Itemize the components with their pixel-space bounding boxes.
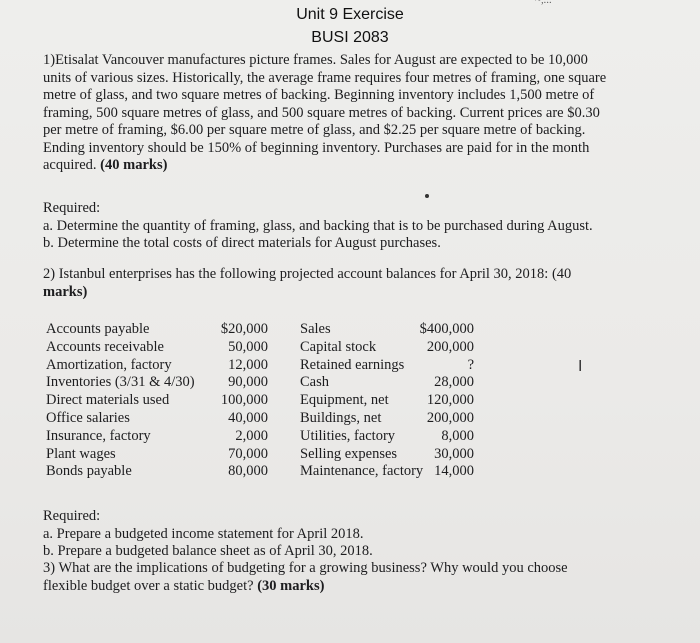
right-account-name: Buildings, net	[300, 409, 382, 426]
q2-line-1: 2) Istanbul enterprises has the following projected account balances for April 30, 2018: (40	[43, 266, 572, 282]
right-account-name: Sales	[300, 321, 331, 337]
left-account-name: Plant wages	[46, 445, 116, 462]
right-account-amount: 200,000	[426, 409, 474, 426]
left-account-names	[46, 321, 195, 481]
right-account-name: Utilities, factory	[300, 427, 396, 444]
q1-line: acquired.	[43, 157, 97, 173]
right-account-name: Capital stock	[300, 338, 377, 355]
left-account-amount: 12,000	[228, 356, 268, 373]
q2-requirement-b: b. Prepare a budgeted balance sheet as of April 30, 2018.	[43, 543, 373, 559]
right-account-amount: 14,000	[434, 463, 474, 480]
q1-requirement-b: b. Determine the total costs of direct materials for August purchases.	[43, 235, 441, 251]
right-account-amount: 30,000	[434, 445, 474, 462]
text-cursor-icon: I	[578, 357, 583, 375]
left-account-amount: 90,000	[228, 374, 268, 391]
page-title: Unit 9 Exercise	[296, 6, 404, 23]
q2-marks: marks)	[43, 283, 88, 300]
left-account-amount: 100,000	[220, 392, 268, 409]
q1-line: 1)Etisalat Vancouver manufactures picture frames. Sales for August are expected to be 10,000	[43, 52, 588, 68]
corner-scribble: ~,...	[535, 0, 552, 6]
q3-marks: (30 marks)	[257, 577, 325, 594]
left-account-name: Direct materials used	[46, 392, 170, 409]
left-account-amount: 70,000	[228, 445, 268, 462]
q3-line-2	[43, 578, 568, 596]
right-account-amount: 8,000	[441, 427, 474, 444]
question-3	[43, 560, 568, 595]
right-account-amounts	[396, 321, 474, 481]
q1-requirements	[43, 200, 593, 253]
q1-line: metre of glass, and two square metres of backing. Beginning inventory includes 1,500 metre of	[43, 87, 595, 103]
q1-line: Ending inventory should be 150% of beginning inventory. Purchases are paid for in the month	[43, 139, 590, 156]
right-account-amount: 28,000	[434, 374, 474, 391]
left-account-name: Amortization, factory	[46, 356, 172, 373]
right-account-name: Maintenance, factory	[300, 463, 424, 480]
q2-required-label: Required:	[43, 508, 101, 524]
q2-requirements	[43, 508, 373, 561]
left-account-amounts	[196, 321, 268, 481]
q1-requirement-a: a. Determine the quantity of framing, glass, and backing that is to be purchased during August.	[43, 217, 593, 234]
left-account-amount: 2,000	[235, 427, 268, 444]
stray-dot	[425, 194, 429, 198]
left-account-amount: 80,000	[228, 463, 268, 480]
q1-line: units of various sizes. Historically, the average frame requires four metres of framing, one square	[43, 69, 607, 86]
right-account-name: Selling expenses	[300, 445, 398, 462]
right-account-name: Cash	[300, 374, 329, 391]
left-account-name: Bonds payable	[46, 463, 132, 480]
q1-marks: (40 marks)	[100, 157, 168, 173]
right-account-name: Equipment, net	[300, 392, 389, 409]
q1-required-label: Required:	[43, 200, 101, 216]
right-account-amount: ?	[467, 356, 474, 373]
q1-line: framing, 500 square metres of glass, and 500 square metres of backing. Current prices are $0.30	[43, 104, 600, 121]
q3-line-1: 3) What are the implications of budgeting for a growing business? Why would you choose	[43, 560, 568, 576]
right-account-name: Retained earnings	[300, 356, 405, 373]
left-account-name: Inventories (3/31 & 4/30)	[46, 374, 195, 391]
q1-line: per metre of framing, $6.00 per square metre of glass, and $2.25 per square metre of backing.	[43, 122, 586, 138]
right-account-amount: 120,000	[426, 392, 474, 409]
left-account-amount: 40,000	[228, 409, 268, 426]
q1-last-line	[43, 157, 663, 175]
left-account-name: Accounts payable	[46, 321, 150, 337]
q2-requirement-a: a. Prepare a budgeted income statement for April 2018.	[43, 525, 364, 542]
question-1	[43, 52, 663, 175]
q3-line-2-text: flexible budget over a static budget?	[43, 577, 254, 594]
right-account-amount: $400,000	[419, 321, 474, 337]
question-2-intro	[43, 266, 571, 301]
course-code: BUSI 2083	[311, 29, 389, 46]
left-account-amount: 50,000	[228, 338, 268, 355]
left-account-name: Office salaries	[46, 409, 130, 426]
left-account-name: Insurance, factory	[46, 427, 151, 444]
left-account-amount: $20,000	[220, 321, 268, 337]
left-account-name: Accounts receivable	[46, 338, 164, 355]
right-account-amount: 200,000	[426, 338, 474, 355]
